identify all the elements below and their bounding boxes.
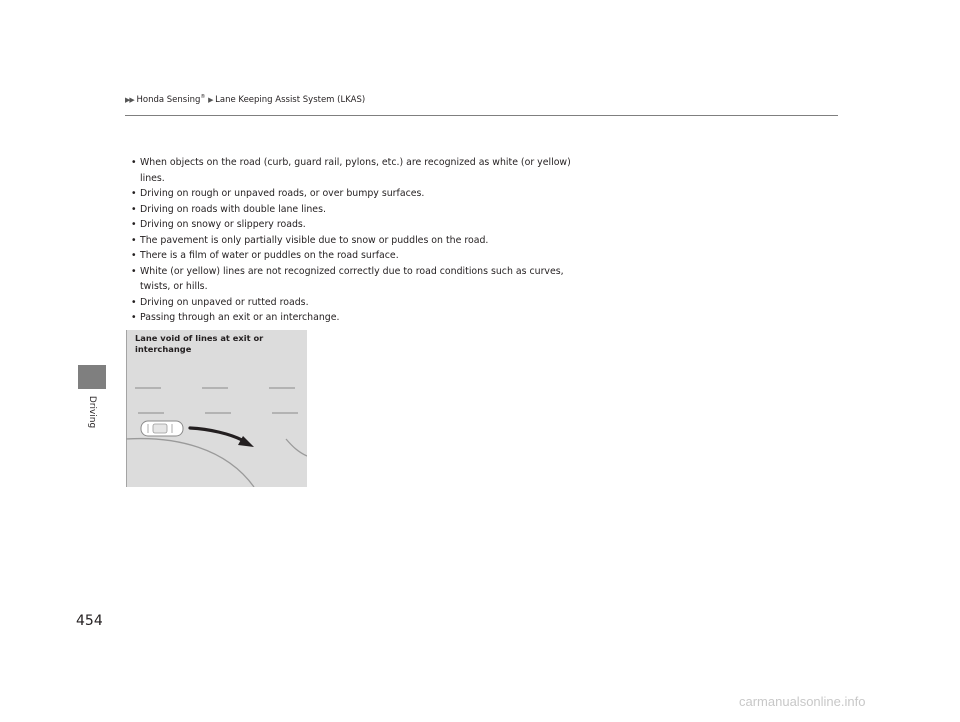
figure-caption: Lane void of lines at exit or interchange [135, 333, 264, 354]
list-item: • Driving on unpaved or rutted roads. [131, 295, 591, 311]
breadcrumb-crumb-2[interactable]: Lane Keeping Assist System (LKAS) [215, 94, 366, 105]
section-tab-marker [78, 365, 106, 389]
bullet-icon: • [131, 296, 137, 308]
list-item: • The pavement is only partially visible due to snow or puddles on the road. [131, 233, 591, 249]
bullet-icon: • [131, 219, 137, 230]
list-item: • White (or yellow) lines are not recognized correctly due to road conditions such as curves, twists, or hills. [131, 265, 564, 292]
bullet-icon: • [131, 188, 137, 199]
bullet-icon: • [131, 312, 137, 323]
list-item: • When objects on the road (curb, guard rail, pylons, etc.) are recognized as white (or yellow) lines. [131, 157, 571, 184]
breadcrumb [125, 94, 365, 105]
list-item: • Passing through an exit or an interchange. [131, 310, 591, 326]
page-number: 454 [76, 613, 103, 629]
bullet-icon: • [131, 250, 137, 261]
watermark: carmanualsonline.info [739, 694, 866, 709]
list-item: • Driving on snowy or slippery roads. [131, 217, 591, 233]
breadcrumb-crumb-1[interactable]: Honda Sensing [136, 94, 201, 105]
condition-list [131, 155, 591, 326]
breadcrumb-arrow-icon: ▶▶ [125, 95, 134, 104]
breadcrumb-arrow-icon: ▶ [208, 95, 213, 104]
bullet-icon: • [131, 265, 137, 277]
list-item: • Driving on roads with double lane lines. [131, 202, 591, 218]
list-item: • Driving on rough or unpaved roads, or over bumpy surfaces. [131, 186, 591, 202]
section-tab-label: Driving [87, 395, 97, 429]
header-rule [125, 115, 838, 116]
list-item: • There is a film of water or puddles on the road surface. [131, 248, 591, 264]
exit-interchange-illustration [126, 330, 307, 487]
bullet-icon: • [131, 203, 137, 215]
bullet-icon: • [131, 234, 137, 246]
car-icon [141, 421, 183, 436]
registered-mark: ® [200, 94, 206, 100]
bullet-icon: • [131, 157, 137, 168]
